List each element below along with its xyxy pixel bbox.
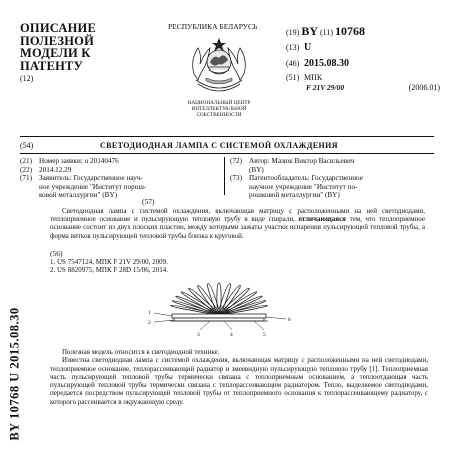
agency-line: НАЦИОНАЛЬНЫЙ ЦЕНТР (187, 100, 251, 106)
ipc-version: (2006.01) (408, 83, 440, 92)
bib-row: научное учреждение "Институт по- (249, 182, 358, 191)
side-document-label-text: BY 10768 U 2015.08.30 (7, 307, 22, 441)
agency-line: СОБСТВЕННОСТИ (196, 112, 242, 119)
divider (20, 136, 434, 137)
ipc-class: F 21V 29/00 (306, 83, 345, 92)
title-line: ПОЛЕЗНОЙ (20, 33, 94, 48)
bib-row: рошковой металлургии" (BY) (249, 191, 340, 200)
bib-left-column (20, 157, 220, 200)
figure-label: 4 (230, 332, 233, 338)
document-type-title (20, 22, 130, 72)
bib-row: (21) Номер заявки: u 20140476 (20, 157, 119, 165)
publication-date: 2015.08.30 (304, 58, 349, 69)
inid-code-12: (12) (20, 74, 34, 83)
inid-code-11: (11) (320, 28, 334, 37)
bib-row: (71) Заявитель: Государственное науч- (20, 174, 143, 183)
figure-label: 6 (288, 317, 291, 323)
inid-code-57: (57) (142, 197, 155, 206)
bib-row: (BY) (249, 165, 264, 174)
agency-line: ИНТЕЛЛЕКТУАЛЬНОЙ (191, 106, 247, 113)
country-and-number (286, 24, 365, 39)
reference-item: 2. US 8820975, МПК F 28D 15/06, 2014. (50, 266, 169, 275)
bib-row: ное учреждение "Институт порош- (39, 182, 147, 191)
ipc-row (286, 73, 322, 82)
bib-row: (22) 2014.12.29 (20, 165, 72, 174)
state-emblem-icon (186, 34, 252, 98)
divider (20, 153, 434, 154)
body-paragraph: Полезная модель относится к светодиодной технике. (62, 348, 220, 356)
title-line: ОПИСАНИЕ (20, 21, 96, 35)
figure-label: 5 (263, 332, 266, 338)
bib-right-column (230, 157, 434, 200)
country-code: BY (301, 24, 318, 38)
side-document-label (2, 300, 28, 448)
title-line: МОДЕЛИ К (20, 46, 91, 60)
inid-code-19: (19) (286, 28, 300, 37)
lamp-figure-drawing (140, 282, 310, 342)
ipc-label: МПК (304, 73, 323, 82)
column-divider (224, 157, 225, 195)
figure-label: 3 (197, 332, 200, 338)
description-body (50, 348, 428, 406)
kind-row (286, 42, 311, 53)
invention-title (20, 141, 434, 150)
kind-code: U (304, 42, 312, 53)
abstract-emphasis: отличающаяся (298, 215, 346, 224)
reference-item: 1. US 7547124, МПК F 21V 29/00, 2009. (50, 258, 168, 266)
figure-label: 2 (148, 320, 151, 326)
ipc-class-row (306, 83, 440, 92)
abstract-text: Светодиодная лампа с системой охлаждения, включающая матрицу с расположенными на ней светодиодами, теплоприемное основание и пульсирующую тепловую трубу в виде спирали, отличающаяся тем, что теплоприемное основание состоит из двух плоских пластин, между которыми зажаты участки испарения пульсирующей тепловой трубы, а форма витков пульсирующей тепловой трубы близка к круговой. (50, 207, 425, 240)
patent-number: 10768 (335, 24, 366, 38)
inid-code-46: (46) (286, 59, 300, 68)
body-paragraph: Известна светодиодная лампа с системой охлаждения, включающая матрицу с расположенными на ней светодиодами, теплоприемное основание, теплорассеивающий радиатор и змеевидную пульсирующую тепловую трубу [1]. Теплоприемная часть пульсирующей тепловой трубы термически связана с теплоприемным основанием, а теплоотдающая часть пульсирующей тепловой трубы термически связана с теплорассеивающим радиатором. Тепло, выделяемое светодиодами, передается посредством пульсирующей тепловой трубы от теплоприемного основания к теплорассеивающему радиатору, с которого рассеивается в окружающую среду. (50, 356, 428, 406)
invention-title-text: СВЕТОДИОДНАЯ ЛАМПА С СИСТЕМОЙ ОХЛАЖДЕНИЯ (100, 141, 338, 150)
bib-row: ковой металлургии" (BY) (39, 191, 118, 200)
republic-name: РЕСПУБЛИКА БЕЛАРУСЬ (168, 22, 258, 31)
inid-code-54: (54) (20, 141, 34, 150)
bib-row: (73) Патентообладатель: Государственное (230, 174, 363, 183)
inid-code-51: (51) (286, 73, 300, 82)
title-line: ПАТЕНТУ (20, 58, 83, 73)
inid-code-13: (13) (286, 43, 300, 52)
bib-row: (72) Автор: Мазюк Виктор Васильевич (230, 157, 355, 165)
publication-date-row (286, 58, 349, 69)
figure-label: 1 (148, 310, 151, 316)
inid-code-56: (56) (50, 249, 63, 258)
references-list (50, 258, 168, 274)
agency-name (164, 100, 274, 119)
